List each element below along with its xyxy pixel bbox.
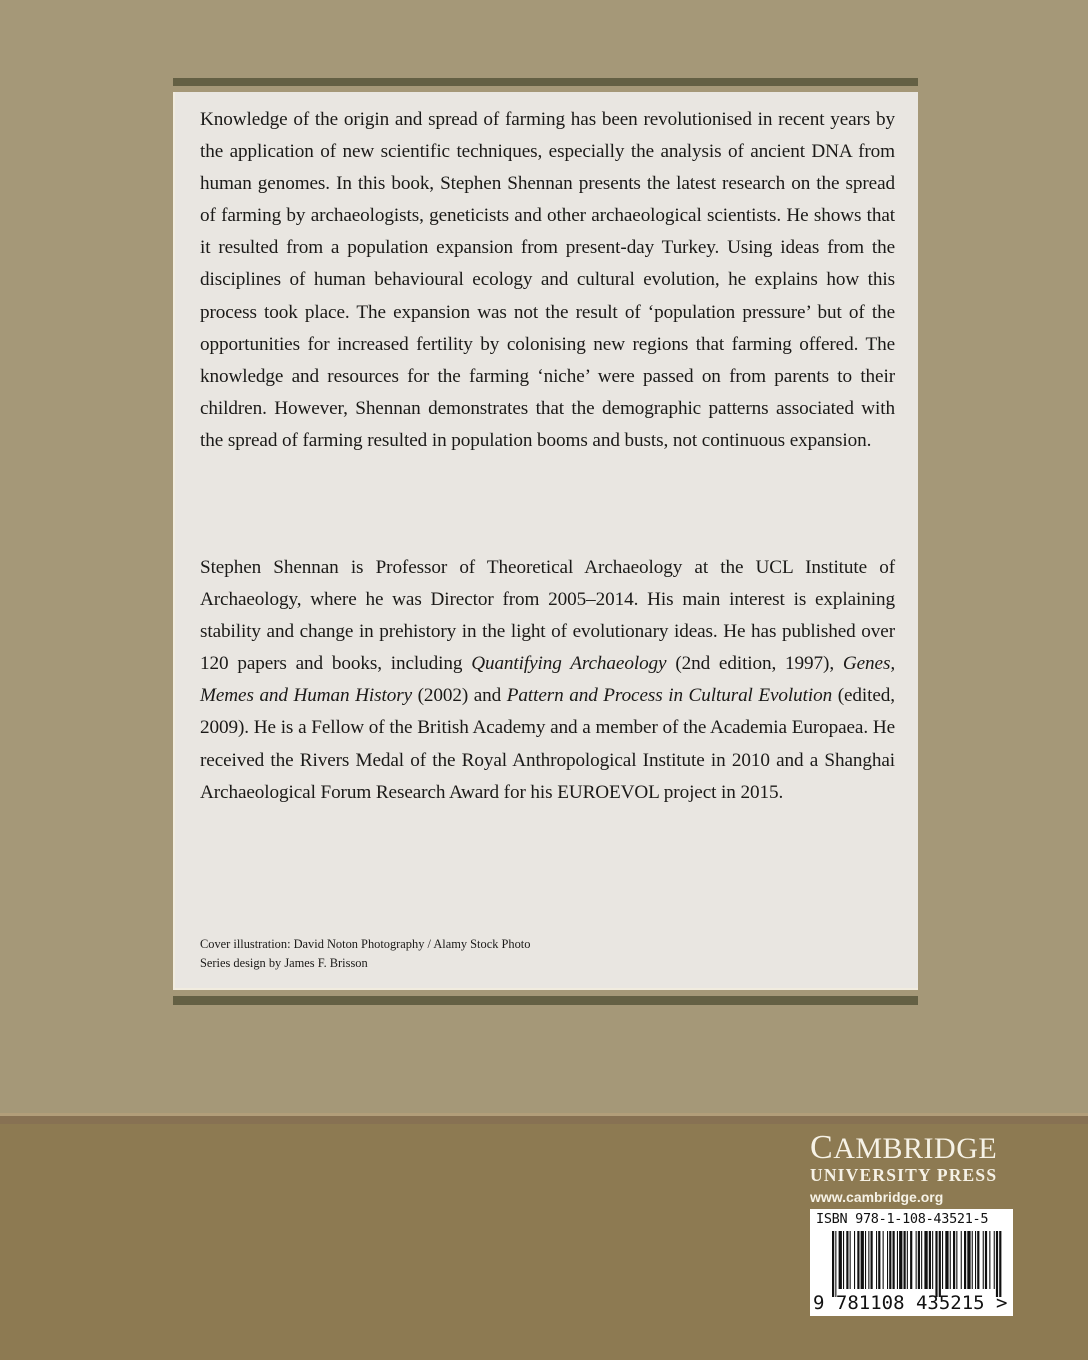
- barcode-bar: [956, 1231, 957, 1289]
- series-design-credit: Series design by James F. Brisson: [200, 956, 368, 970]
- barcode-bar: [929, 1231, 931, 1289]
- barcode-bar: [999, 1231, 1001, 1297]
- author-bio: [200, 552, 895, 809]
- cover-illustration-credit: Cover illustration: David Noton Photography / Alamy Stock Photo: [200, 937, 531, 951]
- barcode-digits: 9 781108 435215 >: [813, 1292, 1008, 1314]
- barcode-bar: [985, 1231, 987, 1289]
- barcode-bar: [983, 1231, 984, 1289]
- barcode-bar: [878, 1231, 880, 1289]
- barcode-bar: [972, 1231, 973, 1289]
- barcode-bar: [871, 1231, 873, 1289]
- barcode-bar: [967, 1231, 970, 1289]
- publisher-subtitle: UNIVERSITY PRESS: [810, 1165, 998, 1185]
- barcode-bar: [977, 1231, 979, 1289]
- barcode-bar: [893, 1231, 895, 1289]
- barcode-bar: [918, 1231, 920, 1289]
- barcode-bar: [950, 1231, 951, 1289]
- barcode-bar: [921, 1231, 922, 1289]
- band-strip: [0, 1116, 1088, 1124]
- text-panel: [173, 92, 918, 990]
- barcode-bar: [839, 1231, 842, 1289]
- top-rule: [173, 78, 918, 86]
- book-title: Quantifying Archaeology: [471, 653, 667, 675]
- barcode-bar: [883, 1231, 884, 1289]
- barcode-bar: [942, 1231, 943, 1289]
- barcode-bar: [865, 1231, 866, 1289]
- publisher-url: www.cambridge.org: [810, 1189, 944, 1205]
- barcode-bar: [854, 1231, 855, 1289]
- isbn-label: ISBN 978-1-108-43521-5: [816, 1211, 989, 1227]
- publisher-name-rest: AMBRIDGE: [833, 1132, 998, 1165]
- barcode-bar: [916, 1231, 917, 1289]
- author-bio-paragraph: [200, 552, 895, 809]
- barcode-bar: [868, 1231, 869, 1289]
- barcode-bar: [850, 1231, 851, 1289]
- cambridge-logo: [810, 1129, 1015, 1207]
- barcode-bar: [843, 1231, 844, 1289]
- publisher-name: [810, 1129, 1015, 1166]
- barcode-bar: [899, 1231, 902, 1289]
- bio-text: (2002) and: [411, 685, 507, 707]
- bio-text: (2nd edition, 1997),: [666, 653, 843, 675]
- bottom-rule: [173, 996, 918, 1005]
- barcode-bar: [897, 1231, 898, 1289]
- isbn-barcode: [810, 1209, 1013, 1316]
- barcode-bar: [904, 1231, 906, 1289]
- book-title: Genes, Memes and Human History: [200, 653, 896, 707]
- barcode-bar: [832, 1231, 834, 1297]
- barcode-bar: [994, 1231, 995, 1289]
- publisher-name-cap: C: [810, 1129, 834, 1166]
- barcode-bar: [861, 1231, 864, 1289]
- barcode-bar: [835, 1231, 836, 1297]
- bio-text: (edited, 2009). He is a Fellow of the British Academy and a member of the Academia Europaea. He received the Rivers Medal of the Royal Anthropological Institute in 2010 and a Shanghai Archaeological Forum Research Award for his EUROEVOL project in 2015.: [200, 685, 895, 803]
- barcode-bar: [876, 1231, 877, 1289]
- barcode-bar: [975, 1231, 976, 1289]
- barcode-bars: [832, 1231, 1002, 1297]
- barcode-bar: [939, 1231, 941, 1297]
- barcode-bar: [924, 1231, 927, 1289]
- barcode-bar: [945, 1231, 948, 1289]
- blurb-paragraph: Knowledge of the origin and spread of farming has been revolutionised in recent years by the application of new scientific techniques, especially the analysis of ancient DNA from human genomes. In this book, Stephen Shennan presents the latest research on the spread of farming by archaeologists, geneticists and other archaeological scientists. He shows that it resulted from a population expansion from present-day Turkey. Using ideas from the disciplines of human behavioural ecology and cultural evolution, he explains how this process took place. The expansion was not the result of ‘population pressure’ but of the opportunities for increased fertility by colonising new regions that farming offered. The knowledge and resources for the farming ‘niche’ were passed on from parents to their children. However, Shennan demonstrates that the demographic patterns associated with the spread of farming resulted in population booms and busts, not continuous expansion.: [200, 109, 895, 451]
- barcode-bar: [989, 1231, 990, 1289]
- barcode-bar: [932, 1231, 933, 1289]
- barcode-bar: [961, 1231, 962, 1289]
- barcode-bar: [907, 1231, 908, 1289]
- barcode-bar: [996, 1231, 998, 1297]
- book-title: Pattern and Process in Cultural Evolution: [506, 685, 833, 707]
- barcode-bar: [935, 1231, 937, 1297]
- credits: [200, 935, 530, 973]
- barcode-bar: [964, 1231, 966, 1289]
- barcode-bar: [889, 1231, 891, 1289]
- bio-text: Stephen Shennan is Professor of Theoretical Archaeology at the UCL Institute of Archaeology, where he was Director from 2005–2014. His main interest is explaining stability and change in prehistory in the light of evolutionary ideas. He has published over 120 papers and books, including: [200, 557, 895, 675]
- barcode-bar: [953, 1231, 955, 1289]
- barcode-bar: [846, 1231, 848, 1289]
- barcode-bar: [887, 1231, 888, 1289]
- blurb: [200, 104, 895, 457]
- barcode-bar: [910, 1231, 912, 1289]
- barcode-bar: [857, 1231, 859, 1289]
